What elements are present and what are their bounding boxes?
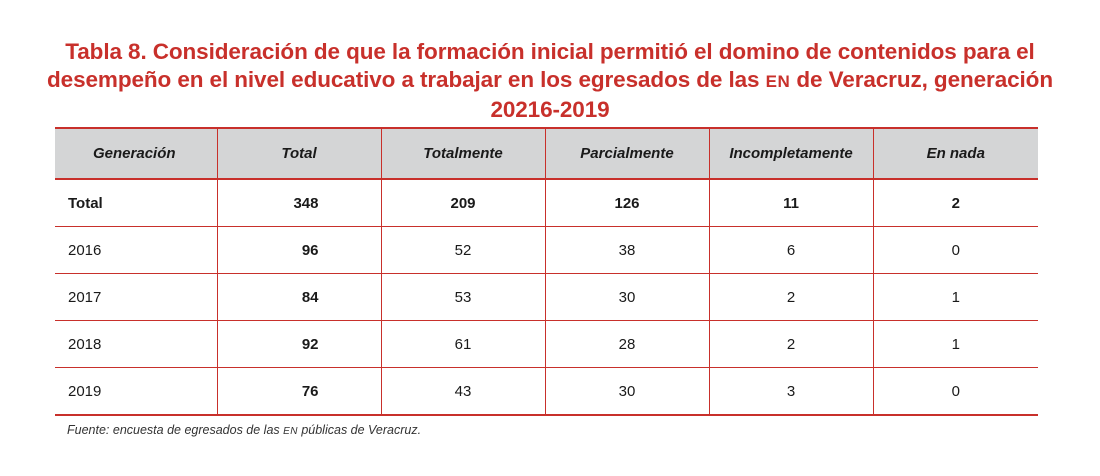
table-row-total — [55, 179, 1038, 227]
table-row — [55, 321, 1038, 368]
table-cell: 2 — [709, 274, 873, 321]
source-text: Fuente: encuesta de egresados de las — [67, 423, 280, 437]
table-cell: 43 — [381, 368, 545, 416]
source-abbreviation: EN — [283, 426, 298, 437]
table-cell: 1 — [873, 321, 1038, 368]
table-cell: 0 — [873, 368, 1038, 416]
table-cell: 38 — [545, 227, 709, 274]
table-cell: 2017 — [55, 274, 217, 321]
table-cell: 2 — [709, 321, 873, 368]
table-cell: 92 — [217, 321, 381, 368]
data-table — [55, 127, 1038, 416]
table-row — [55, 368, 1038, 416]
table-row — [55, 274, 1038, 321]
table-cell: 96 — [217, 227, 381, 274]
table-cell: 348 — [217, 179, 381, 227]
table-cell: 6 — [709, 227, 873, 274]
table-cell: 84 — [217, 274, 381, 321]
table-row — [55, 227, 1038, 274]
table-cell: 126 — [545, 179, 709, 227]
column-header-incompletamente: Incompletamente — [709, 128, 873, 179]
table-cell: 3 — [709, 368, 873, 416]
table-cell: Total — [55, 179, 217, 227]
table-cell: 11 — [709, 179, 873, 227]
title-abbreviation: EN — [765, 72, 791, 91]
table-cell: 0 — [873, 227, 1038, 274]
column-header-en-nada: En nada — [873, 128, 1038, 179]
table-cell: 2016 — [55, 227, 217, 274]
source-text-end: públicas de Veracruz. — [301, 423, 422, 437]
column-header-total: Total — [217, 128, 381, 179]
column-header-parcialmente: Parcialmente — [545, 128, 709, 179]
title-text-end: de Veracruz, generación 20216-2019 — [490, 67, 1053, 122]
table-cell: 30 — [545, 368, 709, 416]
table-cell: 28 — [545, 321, 709, 368]
table-cell: 53 — [381, 274, 545, 321]
table-cell: 2018 — [55, 321, 217, 368]
table-cell: 61 — [381, 321, 545, 368]
table-cell: 52 — [381, 227, 545, 274]
table-cell: 76 — [217, 368, 381, 416]
table-cell: 30 — [545, 274, 709, 321]
column-header-totalmente: Totalmente — [381, 128, 545, 179]
table-cell: 209 — [381, 179, 545, 227]
header-row — [55, 128, 1038, 179]
table-cell: 2 — [873, 179, 1038, 227]
title-text: Tabla 8. Consideración de que la formación inicial permitió el domino de contenidos para el desempeño en el nivel educativo a trabajar en los egresados de las — [47, 39, 1035, 92]
source-note — [67, 423, 421, 437]
table-cell: 1 — [873, 274, 1038, 321]
table-title — [40, 38, 1060, 124]
column-header-generacion: Generación — [55, 128, 217, 179]
table-cell: 2019 — [55, 368, 217, 416]
